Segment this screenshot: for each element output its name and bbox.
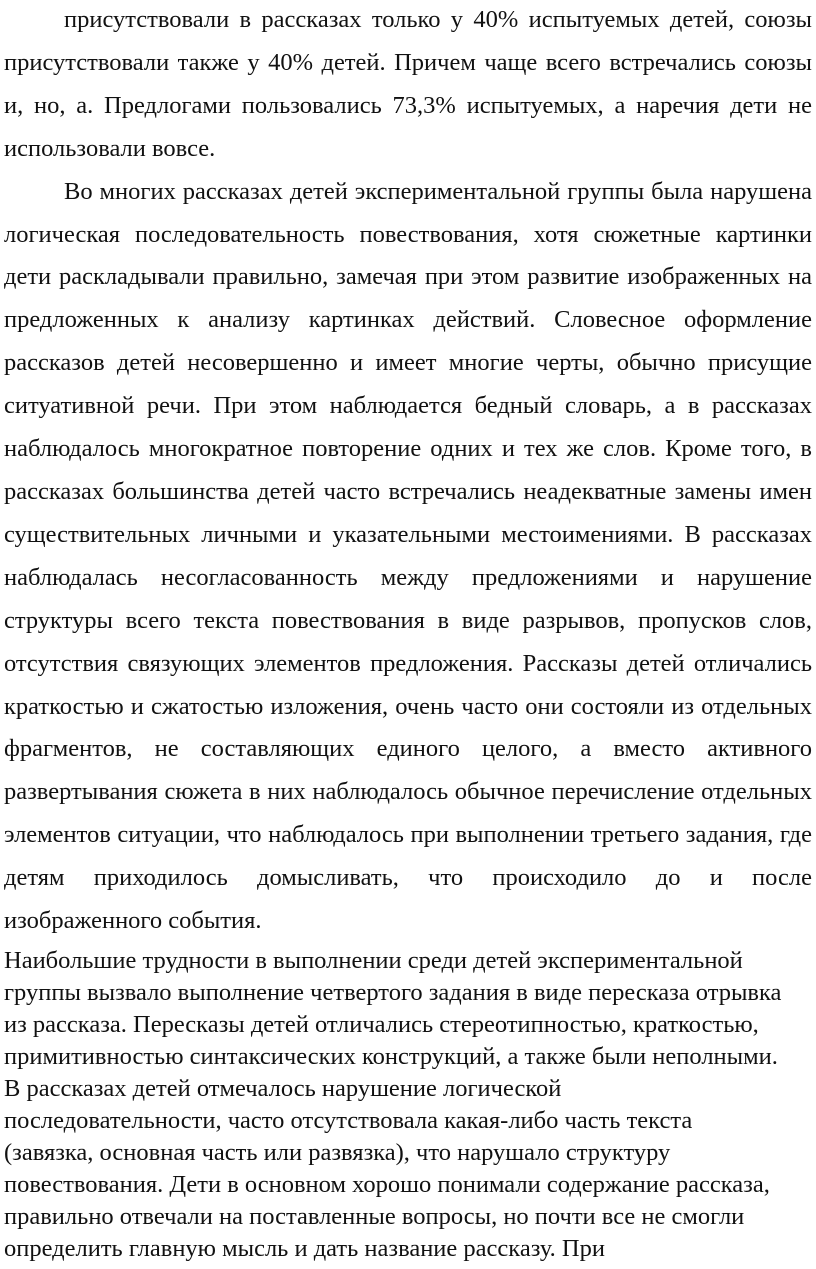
paragraph-1: присутствовали в рассказах только у 40% испытуемых детей, союзы присутствовали также у 40% детей. Причем чаще всего встречались союзы и, но, а. Предлогами пользовались 73,3% испытуемых, а наречия дети не использовали вовсе.: [4, 6, 812, 162]
paragraph-3: Наибольшие трудности в выполнении среди детей экспериментальной группы вызвало выполнение четвертого задания в виде пересказа отрывка из рассказа. Пересказы детей отличались стереотипностью, краткостью, примитивностью синтаксических конструкций, а также были неполными. В рассказах детей отмечалось нарушение логической последовательности, часто отсутствовала какая-либо часть текста (завязка, основная часть или развязка), что нарушало структуру повествования. Дети в основном хорошо понимали содержание рассказа, правильно отвечали на поставленные вопросы, но почти все не смогли определить главную мысль и дать название рассказу. При: [4, 946, 782, 1262]
paragraph-2: Во многих рассказах детей экспериментальной группы была нарушена логическая последовательность повествования, хотя сюжетные картинки дети раскладывали правильно, замечая при этом развитие изображенных на предложенных к анализу картинках действий. Словесное оформление рассказов детей несовершенно и имеет многие черты, обычно присущие ситуативной речи. При этом наблюдается бедный словарь, а в рассказах наблюдалось многократное повторение одних и тех же слов. Кроме того, в рассказах большинства детей часто встречались неадекватные замены имен существительных личными и указательными местоимениями. В рассказах наблюдалась несогласованность между предложениями и нарушение структуры всего текста повествования в виде разрывов, пропусков слов, отсутствия связующих элементов предложения. Рассказы детей отличались краткостью и сжатостью изложения, очень часто они состояли из отдельных фрагментов, не составляющих единого целого, а вместо активного развертывания сюжета в них наблюдалось обычное перечисление отдельных элементов ситуации, что наблюдалось при выполнении третьего задания, где детям приходилось домысливать, что происходило до и после изображенного события.: [4, 177, 812, 935]
